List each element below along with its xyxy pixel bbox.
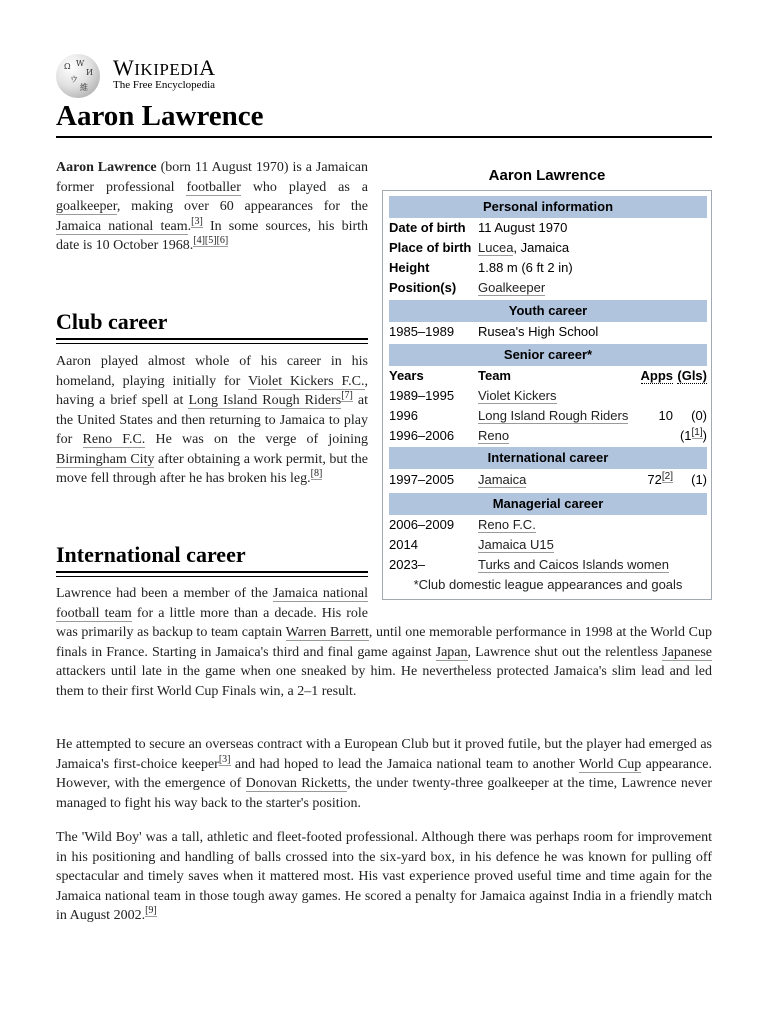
reference-8[interactable]: [8] xyxy=(310,468,323,480)
link-donovan-ricketts[interactable]: Donovan Ricketts xyxy=(245,776,348,791)
link-jamaica-infobox[interactable]: Jamaica xyxy=(478,472,527,487)
globe-glyph: 維 xyxy=(80,83,88,92)
link-long-island-rough-riders-infobox[interactable]: Long Island Rough Riders xyxy=(478,408,629,423)
globe-glyph: W xyxy=(76,59,85,68)
infobox-header-managerial: Managerial career xyxy=(389,493,707,515)
heading-club-career: Club career xyxy=(56,309,168,334)
wikipedia-wordmark: WIKIPEDIA xyxy=(113,55,216,80)
link-warren-barrett[interactable]: Warren Barrett xyxy=(285,625,369,640)
infobox-row-youth xyxy=(389,322,707,342)
lead-paragraph: Aaron Lawrence (born 11 August 1970) is a Jamaican former professional footballer who played as a goalkeeper, making over 60 appearances for the Jamaica national team.[3] In some sources, his birth date is 10 October 1968.[4][5][6] xyxy=(56,160,369,253)
infobox xyxy=(382,190,712,600)
link-violet-kickers-infobox[interactable]: Violet Kickers xyxy=(478,388,557,403)
link-footballer[interactable]: footballer xyxy=(186,179,241,195)
infobox-years: 1996–2006 xyxy=(389,428,455,443)
infobox-apps: 10 xyxy=(658,408,673,423)
infobox-senior-row xyxy=(389,426,707,446)
infobox-value: Lucea, Jamaica xyxy=(478,240,570,255)
link-jamaica-u15[interactable]: Jamaica U15 xyxy=(478,537,554,552)
link-birmingham-city[interactable]: Birmingham City xyxy=(56,451,155,467)
reference-1[interactable]: [1] xyxy=(691,426,703,438)
link-turks-and-caicos-women[interactable]: Turks and Caicos Islands women xyxy=(478,557,669,572)
reference-3[interactable]: [3] xyxy=(218,753,231,765)
globe-glyph: ウ xyxy=(70,75,78,84)
infobox-row-dob xyxy=(389,218,707,238)
infobox-caption: Aaron Lawrence xyxy=(488,167,606,184)
infobox-senior-row xyxy=(389,386,707,406)
infobox-value: 11 August 1970 xyxy=(478,220,568,235)
link-japan[interactable]: Japan xyxy=(435,644,468,660)
infobox-years: 2014 xyxy=(389,537,418,552)
infobox-goals: (0) xyxy=(691,408,707,423)
reference-4[interactable]: [4] xyxy=(193,235,205,247)
link-reno-infobox[interactable]: Reno xyxy=(478,428,510,443)
infobox-years: 2023– xyxy=(389,557,426,572)
infobox-team: Rusea's High School xyxy=(478,324,599,339)
international-career-paragraph-3: The 'Wild Boy' was a tall, athletic and fleet-footed professional. Although there was perhaps room for improvement in his positioning and handling of balls crossed into the six-yard box, in his defence he was known for pulling off spectacular and timely saves when it mattered most. His vast experience proved useful time and time again for the Jamaica national team in those tough away games. He scored a penalty for Jamaica against India in a friendly match in August 2002.[9] xyxy=(56,830,712,923)
infobox-goals: (1[1]) xyxy=(679,426,707,443)
heading-rule xyxy=(56,571,368,573)
infobox-managerial-row xyxy=(389,515,707,535)
link-lucea[interactable]: Lucea xyxy=(478,240,514,255)
link-japanese[interactable]: Japanese xyxy=(662,644,712,660)
infobox-years: 1996 xyxy=(389,408,418,423)
heading-rule xyxy=(56,343,368,344)
infobox-row-position xyxy=(389,278,707,298)
infobox-years: 1989–1995 xyxy=(389,388,455,403)
page-title: Aaron Lawrence xyxy=(56,98,712,138)
link-jamaica-national-team[interactable]: Jamaica national team xyxy=(56,218,188,234)
infobox-label: Place of birth xyxy=(389,240,472,255)
infobox-years: 1997–2005 xyxy=(389,472,455,487)
reference-2[interactable]: [2] xyxy=(661,470,673,482)
infobox-intl-row xyxy=(389,470,707,490)
subject-name: Aaron Lawrence xyxy=(56,160,157,175)
infobox-managerial-row xyxy=(389,535,707,555)
infobox-header-youth: Youth career xyxy=(389,300,707,322)
infobox-header-international: International career xyxy=(389,447,707,469)
infobox-label: Position(s) xyxy=(389,280,457,295)
column-team: Team xyxy=(478,368,511,383)
heading-international-career: International career xyxy=(56,542,246,567)
infobox-header-senior: Senior career* xyxy=(389,344,707,366)
link-goalkeeper[interactable]: goalkeeper xyxy=(56,199,117,214)
international-career-paragraph-1: Lawrence had been a member of the Jamaica national football team for a little more than a decade. His role was primarily as backup to team captain Warren Barrett, until one memorable performance in 1998 at the World Cup finals in France. Starting in Jamaica's third and final game against Japan, Lawrence shut out the relentless Japanese attackers until late in the game when one sneaked by him. He nevertheless protected Jamaica's slim lead and led them to their first World Cup Finals win, a 2–1 result. xyxy=(56,586,712,699)
international-career-paragraph-2: He attempted to secure an overseas contract with a European Club but it proved futile, but the player had emerged as Jamaica's first-choice keeper[3] and had hoped to lead the Jamaica national team to another World Cup appearance. However, with the emergence of Donovan Ricketts, the under twenty-three goalkeeper at the time, Lawrence never managed to fight his way back to the starter's position. xyxy=(56,737,713,811)
link-goalkeeper-position[interactable]: Goalkeeper xyxy=(478,280,546,295)
heading-rule xyxy=(56,338,368,340)
infobox-senior-row xyxy=(389,406,707,426)
heading-rule xyxy=(56,576,368,577)
column-years: Years xyxy=(389,368,424,383)
infobox-years: 2006–2009 xyxy=(389,517,455,532)
link-reno-fc-infobox[interactable]: Reno F.C. xyxy=(478,517,536,532)
infobox-footnote: *Club domestic league appearances and goals xyxy=(413,577,683,592)
infobox-row-height xyxy=(389,258,707,278)
column-apps[interactable]: Apps xyxy=(640,368,673,383)
infobox-value: 1.88 m (6 ft 2 in) xyxy=(478,260,573,275)
link-world-cup[interactable]: World Cup xyxy=(578,756,642,772)
infobox-years: 1985–1989 xyxy=(389,324,455,339)
infobox-label: Height xyxy=(389,260,430,275)
reference-6[interactable]: [6] xyxy=(216,235,229,247)
link-violet-kickers[interactable]: Violet Kickers F.C. xyxy=(247,373,365,389)
wikipedia-globe-icon xyxy=(56,54,100,98)
wikipedia-logo[interactable] xyxy=(56,54,256,98)
globe-glyph: Ω xyxy=(64,62,71,71)
infobox-apps: 72[2] xyxy=(647,470,673,487)
link-reno-fc[interactable]: Reno F.C. xyxy=(82,432,146,447)
infobox-header-personal: Personal information xyxy=(389,196,707,218)
link-jamaica-national-football-team[interactable]: Jamaica national football team xyxy=(56,586,368,621)
infobox-senior-columns xyxy=(389,366,707,386)
reference-9[interactable]: [9] xyxy=(145,905,157,917)
reference-5[interactable]: [5] xyxy=(204,235,217,247)
wikipedia-tagline: The Free Encyclopedia xyxy=(113,79,216,91)
reference-3[interactable]: [3] xyxy=(191,215,203,227)
club-career-paragraph: Aaron played almost whole of his career in his homeland, playing initially for Violet Kickers F.C., having a brief spell at Long Island Rough Riders[7] at the United States and then returning to Jamaica to play for Reno F.C. He was on the verge of joining Birmingham City after obtaining a work permit, but the move fell through after he has broken his leg.[8] xyxy=(56,354,369,486)
infobox-managerial-row xyxy=(389,555,707,575)
globe-glyph: И xyxy=(86,68,93,77)
column-goals[interactable]: (Gls) xyxy=(677,368,707,383)
infobox-goals: (1) xyxy=(691,472,707,487)
infobox-row-pob xyxy=(389,238,707,258)
link-long-island-rough-riders[interactable]: Long Island Rough Riders xyxy=(188,393,342,408)
reference-7[interactable]: [7] xyxy=(341,390,353,402)
infobox-label: Date of birth xyxy=(389,220,466,235)
